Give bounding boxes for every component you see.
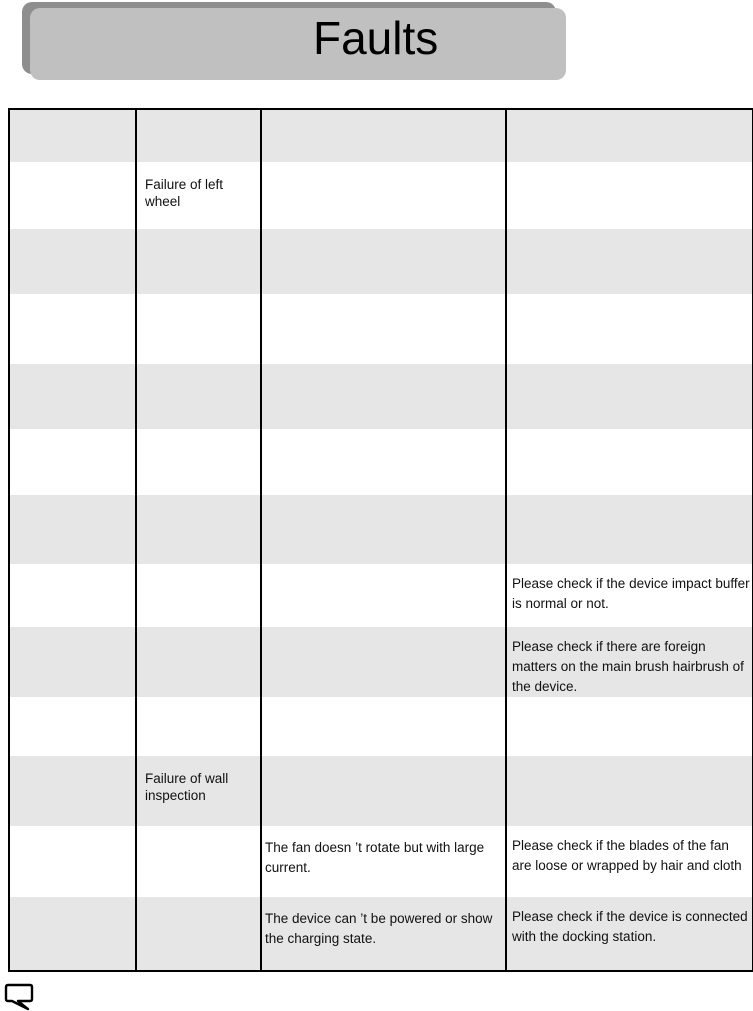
title-banner xyxy=(30,8,566,80)
table-row-header xyxy=(9,109,753,162)
table-cell xyxy=(9,826,136,897)
table-cell xyxy=(136,627,261,697)
cell-text xyxy=(10,429,135,439)
table-cell xyxy=(261,697,506,756)
table-cell xyxy=(9,429,136,495)
table-cell xyxy=(9,294,136,364)
cell-text xyxy=(10,564,135,574)
table-row xyxy=(9,564,753,627)
cell-text: Please check if there are foreign matters on the main brush hairbrush of the device. xyxy=(512,639,744,694)
table-cell xyxy=(9,564,136,627)
cell-text xyxy=(262,627,505,639)
table-row xyxy=(9,162,753,229)
cell-text xyxy=(10,826,135,836)
table-cell xyxy=(506,429,753,495)
table-cell xyxy=(136,364,261,429)
table-cell xyxy=(261,109,506,162)
cell-text xyxy=(262,429,505,441)
cell-text: Failure of left wheel xyxy=(145,177,224,209)
cell-text xyxy=(507,495,752,505)
table-cell xyxy=(136,756,261,826)
table-row xyxy=(9,627,753,697)
table-cell xyxy=(506,364,753,429)
table-cell xyxy=(261,162,506,229)
page-title: Faults xyxy=(313,12,439,64)
table-cell xyxy=(9,756,136,826)
table-cell xyxy=(261,627,506,697)
cell-text: Please check if the device is connected with the docking station. xyxy=(512,909,748,944)
cell-text xyxy=(507,162,752,172)
cell-text xyxy=(137,364,260,378)
cell-text xyxy=(262,564,505,576)
table-cell xyxy=(261,756,506,826)
cell-text xyxy=(137,826,260,840)
cell-text xyxy=(10,495,135,505)
table-cell xyxy=(261,826,506,897)
cell-text: Please check if the device impact buffer is normal or not. xyxy=(512,576,750,611)
cell-text xyxy=(262,229,505,241)
table-cell xyxy=(9,229,136,294)
table-cell xyxy=(261,429,506,495)
table-cell xyxy=(506,826,753,897)
cell-text xyxy=(10,756,135,766)
table-cell xyxy=(261,564,506,627)
cell-text xyxy=(137,564,260,578)
cell-text xyxy=(507,294,752,304)
cell-text xyxy=(10,162,135,172)
table-row xyxy=(9,897,753,971)
cell-text xyxy=(10,110,135,120)
table-row xyxy=(9,495,753,564)
table-cell xyxy=(506,229,753,294)
table-cell xyxy=(9,697,136,756)
cell-text xyxy=(262,162,505,174)
table-cell xyxy=(261,364,506,429)
cell-text: Please check if the blades of the fan are loose or wrapped by hair and cloth xyxy=(512,838,742,873)
table-cell xyxy=(9,897,136,971)
table-row xyxy=(9,294,753,364)
table-row xyxy=(9,697,753,756)
table-cell xyxy=(9,109,136,162)
cell-text xyxy=(137,627,260,641)
cell-text xyxy=(262,697,505,709)
table-cell xyxy=(9,162,136,229)
cell-text: The device can ’t be powered or show the charging state. xyxy=(265,911,493,946)
table-cell xyxy=(506,162,753,229)
table-cell xyxy=(506,109,753,162)
table-cell xyxy=(9,364,136,429)
table-cell xyxy=(506,627,753,697)
table-row xyxy=(9,756,753,826)
table-cell xyxy=(261,229,506,294)
cell-text: The fan doesn ’t rotate but with large current. xyxy=(265,840,485,875)
cell-text xyxy=(10,364,135,374)
table-cell xyxy=(136,162,261,229)
cell-text xyxy=(262,110,505,122)
table-row xyxy=(9,229,753,294)
cell-text xyxy=(262,756,505,768)
table-row xyxy=(9,429,753,495)
table-cell xyxy=(506,897,753,971)
cell-text xyxy=(262,294,505,306)
table-cell xyxy=(506,756,753,826)
cell-text xyxy=(262,364,505,376)
cell-text xyxy=(507,110,752,120)
cell-text xyxy=(507,364,752,374)
table-cell xyxy=(136,495,261,564)
table-cell xyxy=(136,826,261,897)
cell-text xyxy=(507,229,752,239)
cell-text xyxy=(507,697,752,707)
table-cell xyxy=(506,294,753,364)
table-cell xyxy=(506,495,753,564)
table-cell xyxy=(506,697,753,756)
table-cell xyxy=(136,697,261,756)
cell-text xyxy=(507,429,752,439)
table-cell xyxy=(136,564,261,627)
cell-text xyxy=(137,429,260,443)
cell-text xyxy=(10,897,135,907)
cell-text xyxy=(137,229,260,243)
cell-text xyxy=(137,110,260,124)
table-cell xyxy=(261,897,506,971)
cell-text xyxy=(137,294,260,308)
table-row xyxy=(9,364,753,429)
table-cell xyxy=(136,897,261,971)
table-cell xyxy=(9,627,136,697)
table-cell xyxy=(261,495,506,564)
cell-text xyxy=(137,897,260,911)
speech-bubble-icon xyxy=(4,983,34,1011)
table-cell xyxy=(506,564,753,627)
cell-text xyxy=(10,229,135,239)
cell-text xyxy=(137,495,260,509)
table-cell xyxy=(136,109,261,162)
faults-table xyxy=(8,108,753,972)
table-cell xyxy=(136,229,261,294)
table-cell xyxy=(9,495,136,564)
table-cell xyxy=(136,429,261,495)
table-cell xyxy=(136,294,261,364)
cell-text xyxy=(262,495,505,507)
cell-text xyxy=(10,627,135,637)
cell-text xyxy=(10,294,135,304)
table-cell xyxy=(261,294,506,364)
cell-text xyxy=(10,697,135,707)
table-row xyxy=(9,826,753,897)
cell-text: Failure of wall inspection xyxy=(145,771,229,803)
cell-text xyxy=(137,697,260,711)
cell-text xyxy=(507,756,752,766)
